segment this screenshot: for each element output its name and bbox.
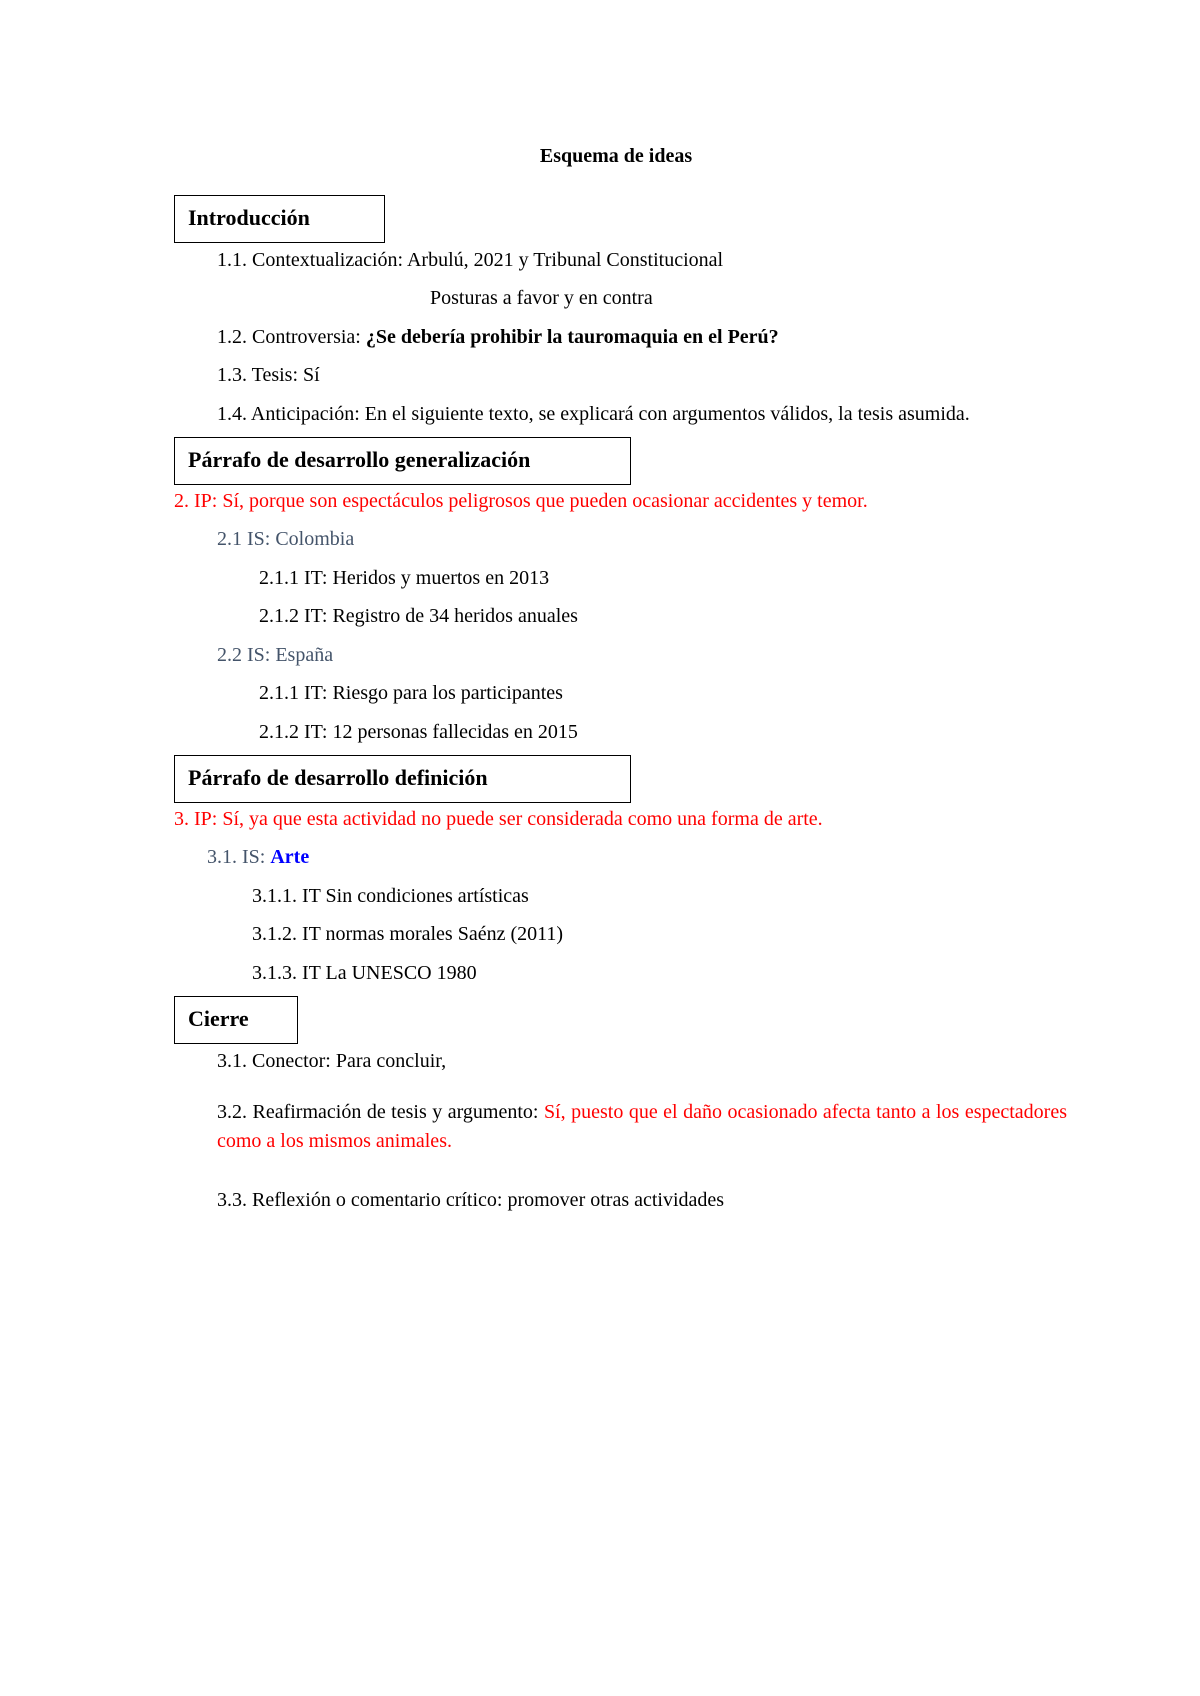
controversia-label: 1.2. Controversia: — [217, 326, 366, 348]
section-heading-generalizacion: Párrafo de desarrollo generalización — [174, 437, 631, 485]
section-heading-intro: Introducción — [174, 195, 385, 243]
definicion-is-label: 3.1. IS: — [207, 846, 271, 868]
definicion-ip: 3. IP: Sí, ya que esta actividad no puede ser considerada como una forma de arte. — [174, 808, 823, 830]
cierre-conector: 3.1. Conector: Para concluir, — [217, 1050, 447, 1072]
intro-anticipacion: 1.4. Anticipación: En el siguiente texto, se explicará con argumentos válidos, la tesis asumida. — [217, 403, 970, 425]
generalizacion-it-colombia-2: 2.1.2 IT: Registro de 34 heridos anuales — [259, 605, 578, 627]
section-heading-cierre: Cierre — [174, 996, 298, 1044]
intro-controversia — [217, 325, 779, 349]
intro-contextualizacion: 1.1. Contextualización: Arbulú, 2021 y Tribunal Constitucional — [217, 249, 724, 271]
definicion-it-3: 3.1.3. IT La UNESCO 1980 — [252, 962, 477, 984]
reafirmacion-label: 3.2. Reafirmación de tesis y argumento: — [217, 1101, 544, 1123]
definicion-it-2: 3.1.2. IT normas morales Saénz (2011) — [252, 923, 564, 945]
section-heading-definicion: Párrafo de desarrollo definición — [174, 755, 631, 803]
generalizacion-it-espana-1: 2.1.1 IT: Riesgo para los participantes — [259, 682, 563, 704]
generalizacion-is-colombia: 2.1 IS: Colombia — [217, 528, 355, 550]
document-title: Esquema de ideas — [539, 145, 693, 167]
generalizacion-it-espana-2: 2.1.2 IT: 12 personas fallecidas en 2015 — [259, 721, 578, 743]
generalizacion-ip: 2. IP: Sí, porque son espectáculos peligrosos que pueden ocasionar accidentes y temor. — [174, 490, 868, 512]
definicion-is-value: Arte — [270, 846, 310, 868]
definicion-it-1: 3.1.1. IT Sin condiciones artísticas — [252, 885, 529, 907]
intro-posturas: Posturas a favor y en contra — [430, 287, 653, 309]
controversia-question: ¿Se debería prohibir la tauromaquia en el Perú? — [365, 326, 779, 348]
generalizacion-it-colombia-1: 2.1.1 IT: Heridos y muertos en 2013 — [259, 567, 550, 589]
intro-tesis: 1.3. Tesis: Sí — [217, 364, 320, 386]
reafirmacion-text: Sí, puesto que el daño ocasionado afecta tanto a los espectadores como a los mismos animales. — [217, 1101, 1067, 1152]
definicion-is — [207, 845, 309, 869]
cierre-reflexion: 3.3. Reflexión o comentario crítico: promover otras actividades — [217, 1189, 725, 1211]
generalizacion-is-espana: 2.2 IS: España — [217, 644, 334, 666]
cierre-reafirmacion — [217, 1098, 1067, 1156]
